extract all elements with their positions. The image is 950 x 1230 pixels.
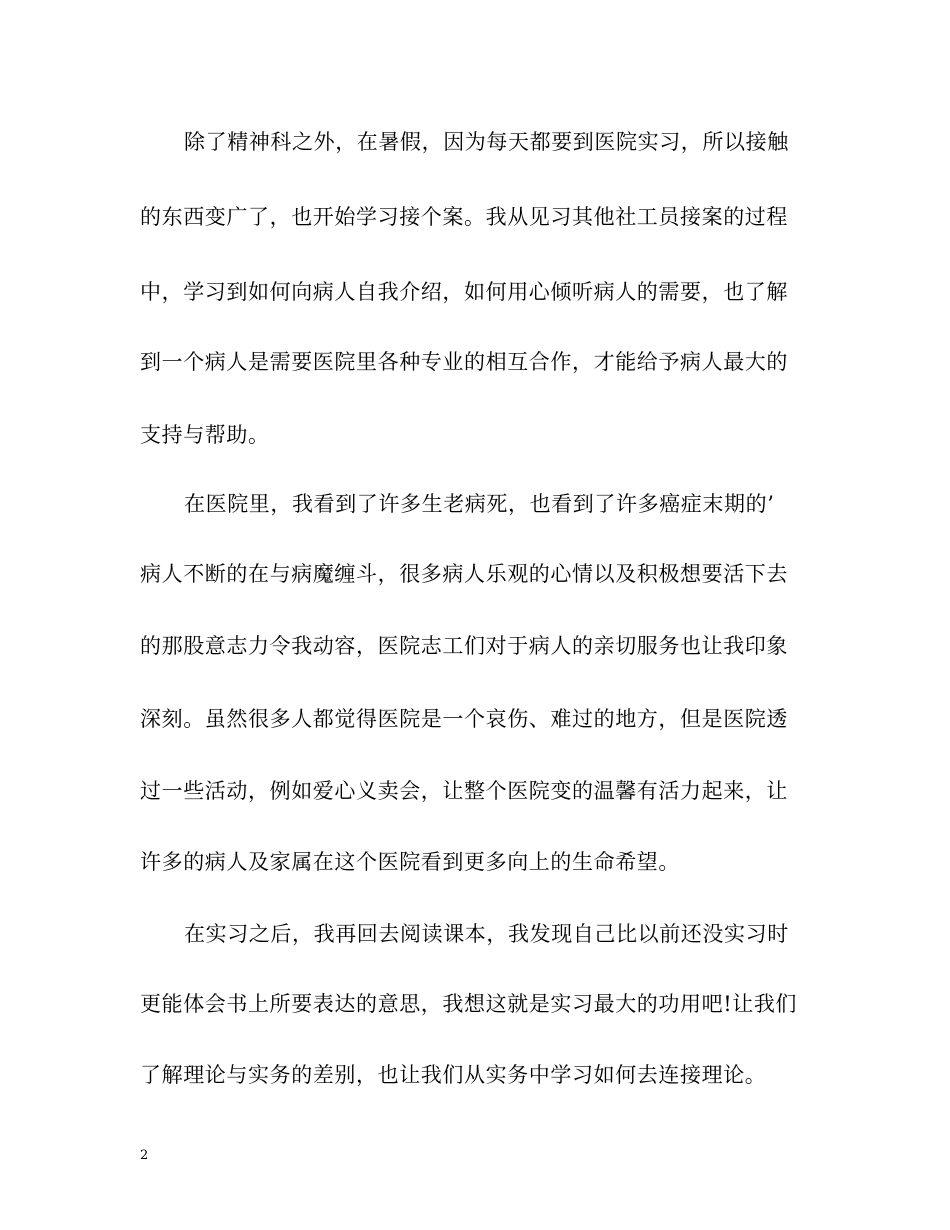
- paragraph-2-line-3: 的那股意志力令我动容，医院志工们对于病人的亲切服务也让我印象: [140, 634, 788, 658]
- paragraph-2-line-5: 过一些活动，例如爱心义卖会，让整个医院变的温馨有活力起来，让: [140, 779, 788, 803]
- paragraph-1-line-5: 支持与帮助。: [140, 423, 270, 447]
- paragraph-2-line-1: 在医院里，我看到了许多生老病死，也看到了许多癌症末期的’: [184, 492, 775, 516]
- paragraph-3-line-2: 更能体会书上所要表达的意思，我想这就是实习最大的功用吧!让我们: [140, 992, 798, 1016]
- paragraph-3-line-1: 在实习之后，我再回去阅读课本，我发现自己比以前还没实习时: [184, 922, 789, 946]
- paragraph-2-line-6: 许多的病人及家属在这个医院看到更多向上的生命希望。: [140, 850, 680, 874]
- page-number: 2: [140, 1148, 149, 1163]
- paragraph-1-line-1: 除了精神科之外，在暑假，因为每天都要到医院实习，所以接触: [184, 130, 789, 154]
- paragraph-1-line-4: 到一个病人是需要医院里各种专业的相互合作，才能给予病人最大的: [140, 350, 788, 374]
- paragraph-2-line-4: 深刻。虽然很多人都觉得医院是一个哀伤、难过的地方，但是医院透: [140, 707, 788, 731]
- paragraph-1-line-3: 中，学习到如何向病人自我介绍，如何用心倾听病人的需要，也了解: [140, 280, 788, 304]
- paragraph-1-line-2: 的东西变广了，也开始学习接个案。我从见习其他社工员接案的过程: [140, 205, 788, 229]
- paragraph-3-line-3: 了解理论与实务的差别，也让我们从实务中学习如何去连接理论。: [140, 1063, 767, 1087]
- paragraph-2-line-2: 病人不断的在与病魔缠斗，很多病人乐观的心情以及积极想要活下去: [140, 562, 788, 586]
